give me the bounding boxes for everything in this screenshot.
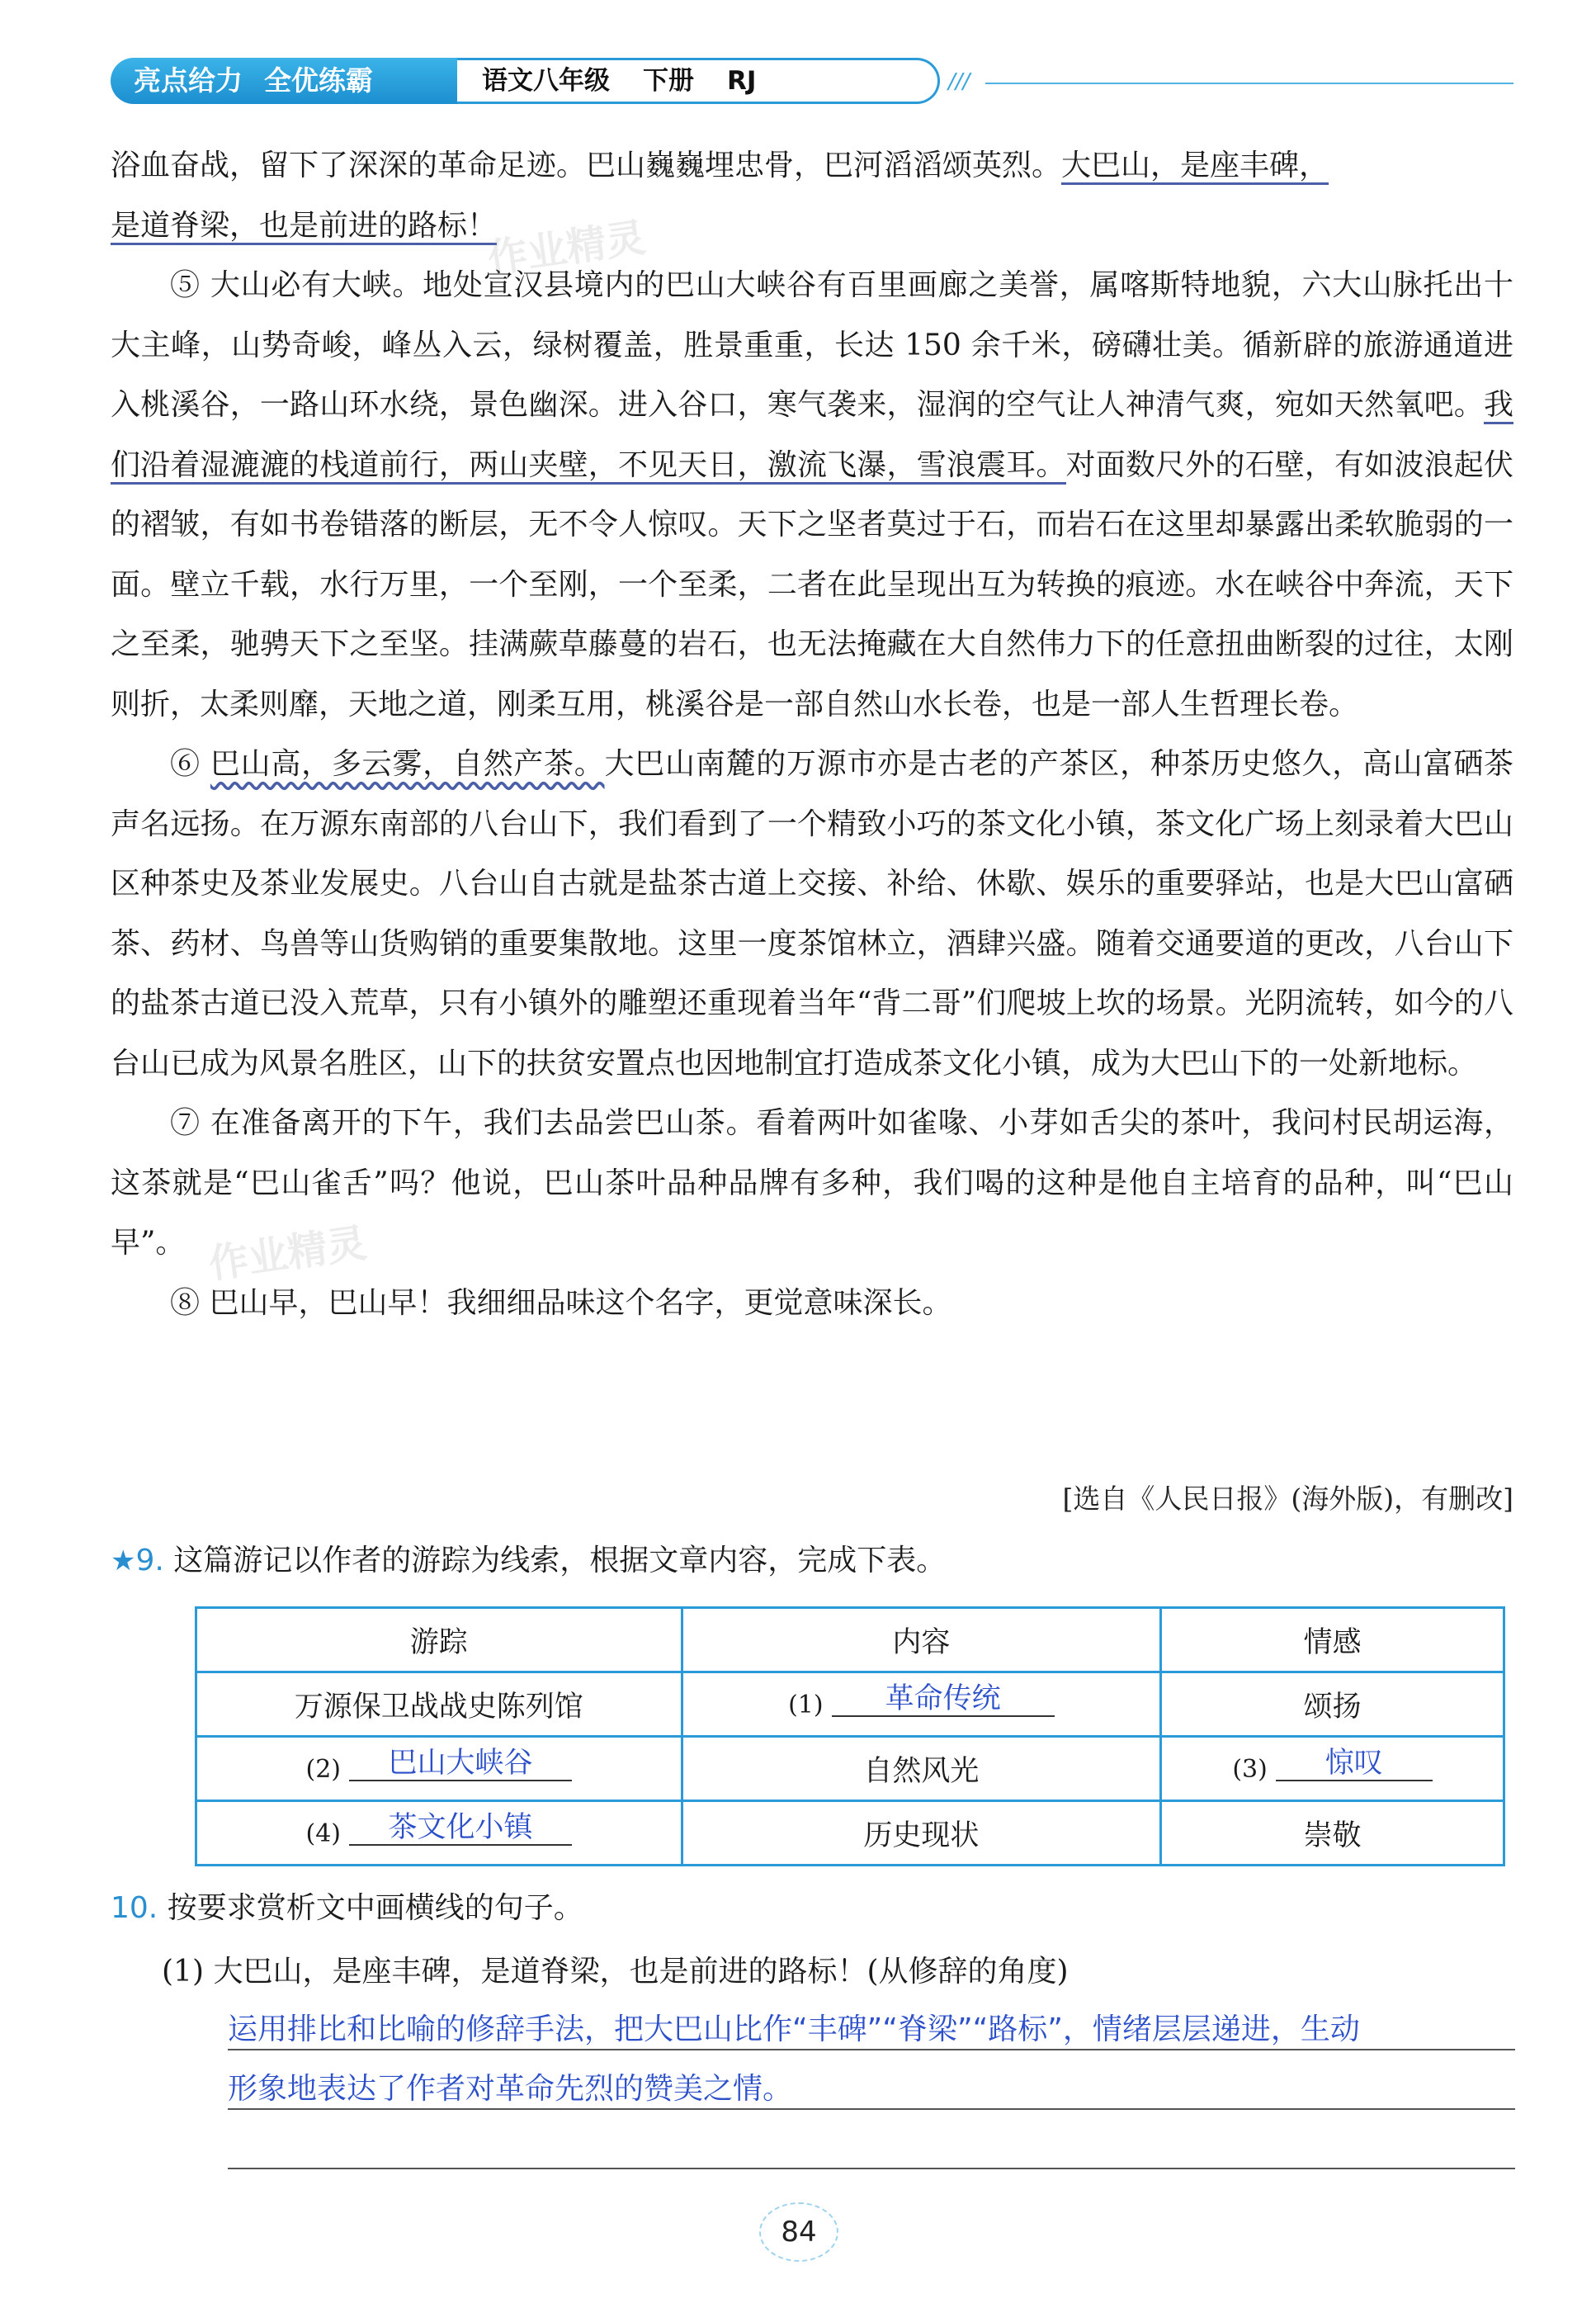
blank-label-3: (3) xyxy=(1232,1754,1268,1784)
table-header-row xyxy=(196,1608,1504,1672)
cell-route-2 xyxy=(196,1737,682,1801)
question-9 xyxy=(111,1537,946,1579)
subject-volume: 下册 xyxy=(643,66,694,96)
question-9-text: 这篇游记以作者的游踪为线索，根据文章内容，完成下表。 xyxy=(173,1544,947,1577)
p6-text: 大巴山南麓的万源市亦是古老的产茶区，种茶历史悠久，高山富硒茶声名远扬。在万源东南部的八台山下，我们看到了一个精致小巧的茶文化小镇，茶文化广场上刻录着大巴山区种茶史及茶业发展史。八台山自古就是盐茶古道上交接、补给、休歇、娱乐的重要驿站，也是大巴山富硒茶、药材、鸟兽等山货购销的重要集散地。这里一度茶馆林立，酒肆兴盛。随着交通要道的更改，八台山下的盐茶古道已没入荒草，只有小镇外的雕塑还重现着当年“背二哥”们爬坡上坎的场景。光阴流转，如今的八台山已成为风景名胜区，山下的扶贫安置点也因地制宜打造成茶文化小镇，成为大巴山下的一处新地标。 xyxy=(111,747,1513,1081)
cell-route-1: 万源保卫战战史陈列馆 xyxy=(196,1672,682,1737)
table-row xyxy=(196,1672,1504,1737)
p4-text: 浴血奋战，留下了深深的革命足迹。巴山巍巍埋忠骨，巴河滔滔颂英烈。 xyxy=(111,149,1062,182)
answer-blank-1[interactable]: 革命传统 xyxy=(832,1682,1055,1717)
page-number: 84 xyxy=(781,2216,817,2249)
p5-text-a: ⑤ 大山必有大峡。地处宣汉县境内的巴山大峡谷有百里画廊之美誉，属喀斯特地貌，六大山脉托出十大主峰，山势奇峻，峰丛入云，绿树覆盖，胜景重重，长达 150 余千米，磅礴壮美。循新辟的旅游通道进入桃溪谷，一路山环水绕，景色幽深。进入谷口，寒气袭来，湿润的空气让人神清气爽，宛如天然氧吧。 xyxy=(111,268,1513,422)
cell-route-3 xyxy=(196,1801,682,1866)
cell-emotion-2 xyxy=(1161,1737,1504,1801)
answer-line-1[interactable]: 运用排比和比喻的修辞手法，把大巴山比作“丰碑”“脊梁”“路标”，情绪层层递进，生动 xyxy=(228,2012,1360,2046)
answer-rule-2 xyxy=(228,2108,1515,2110)
answer-blank-4[interactable]: 茶文化小镇 xyxy=(349,1811,572,1846)
table-row xyxy=(196,1737,1504,1801)
p6-number: ⑥ xyxy=(170,747,210,781)
cell-content-3: 历史现状 xyxy=(682,1801,1161,1866)
p6-wavy-sentence: 巴山高，多云雾，自然产茶。 xyxy=(210,747,605,781)
header-slashes: /// xyxy=(948,69,970,94)
cell-emotion-3: 崇敬 xyxy=(1161,1801,1504,1866)
brand-title-1: 亮点给力 xyxy=(134,64,243,97)
cell-content-1 xyxy=(682,1672,1161,1737)
question-10-text: 按要求赏析文中画横线的句子。 xyxy=(167,1891,583,1925)
passage xyxy=(111,136,1513,1333)
p5-underlined-sentence: 我们沿着湿漉漉的栈道前行，两山夹壁，不见天日，激流飞瀑，雪浪震耳。 xyxy=(111,388,1513,485)
blank-label-2: (2) xyxy=(305,1754,341,1784)
watermark-middle: 作业精灵 xyxy=(205,1219,370,1289)
answer-rule-3 xyxy=(228,2168,1515,2169)
star-icon: ★ xyxy=(111,1544,136,1577)
blank-label-4: (4) xyxy=(305,1818,341,1848)
p5-text-b: 对面数尺外的石壁，有如波浪起伏的褶皱，有如书卷错落的断层，无不令人惊叹。天下之坚者莫过于石，而岩石在这里却暴露出柔软脆弱的一面。壁立千载，水行万里，一个至刚，一个至柔，二者在此呈现出互为转换的痕迹。水在峡谷中奔流，天下之至柔，驰骋天下之至坚。挂满蕨草藤蔓的岩石，也无法掩藏在大自然伟力下的任意扭曲断裂的过往，太刚则折，太柔则靡，天地之道，刚柔互用，桃溪谷是一部自然山水长卷，也是一部人生哲理长卷。 xyxy=(111,447,1513,721)
answer-blank-2[interactable]: 巴山大峡谷 xyxy=(349,1747,572,1781)
page-header xyxy=(111,58,1513,107)
watermark-top: 作业精灵 xyxy=(484,214,649,283)
subject-banner xyxy=(457,58,940,104)
question-9-number: 9. xyxy=(135,1544,164,1577)
p4-underlined-sentence-2: 是道脊梁，也是前进的路标！ xyxy=(111,209,497,245)
brand-banner xyxy=(111,58,457,104)
cell-content-2: 自然风光 xyxy=(682,1737,1161,1801)
paragraph-6 xyxy=(111,735,1513,1094)
answer-line-2[interactable]: 形象地表达了作者对革命先烈的赞美之情。 xyxy=(228,2072,793,2106)
itinerary-table xyxy=(195,1606,1505,1866)
header-rule xyxy=(985,83,1513,84)
subject-grade: 语文八年级 xyxy=(482,66,610,96)
table-row xyxy=(196,1801,1504,1866)
paragraph-7: ⑦ 在准备离开的下午，我们去品尝巴山茶。看着两叶如雀喙、小芽如舌尖的茶叶，我问村民胡运海，这茶就是“巴山雀舌”吗？他说，巴山茶叶品种品牌有多种，我们喝的这种是他自主培育的品种，叫“巴山早”。 xyxy=(111,1106,1513,1260)
question-10 xyxy=(111,1885,583,1927)
header-content: 内容 xyxy=(682,1608,1161,1672)
p4-underlined-sentence-1: 大巴山，是座丰碑， xyxy=(1061,149,1329,185)
answer-blank-3[interactable]: 惊叹 xyxy=(1276,1747,1433,1781)
question-10-sub-1: (1) 大巴山，是座丰碑，是道脊梁，也是前进的路标！(从修辞的角度) xyxy=(162,1955,1069,1989)
brand-title-2: 全优练霸 xyxy=(264,64,373,97)
paragraph-8: ⑧ 巴山早，巴山早！我细细品味这个名字，更觉意味深长。 xyxy=(170,1285,952,1320)
paragraph-5 xyxy=(111,256,1513,735)
cell-emotion-1: 颂扬 xyxy=(1161,1672,1504,1737)
blank-label-1: (1) xyxy=(788,1690,824,1719)
question-10-number: 10. xyxy=(111,1891,158,1925)
paragraph-4-tail xyxy=(111,136,1513,256)
answer-rule-1 xyxy=(228,2049,1515,2050)
subject-edition: RJ xyxy=(727,66,757,96)
header-emotion: 情感 xyxy=(1161,1608,1504,1672)
source-citation: [选自《人民日报》(海外版)，有删改] xyxy=(1062,1483,1513,1515)
header-route: 游踪 xyxy=(196,1608,682,1672)
